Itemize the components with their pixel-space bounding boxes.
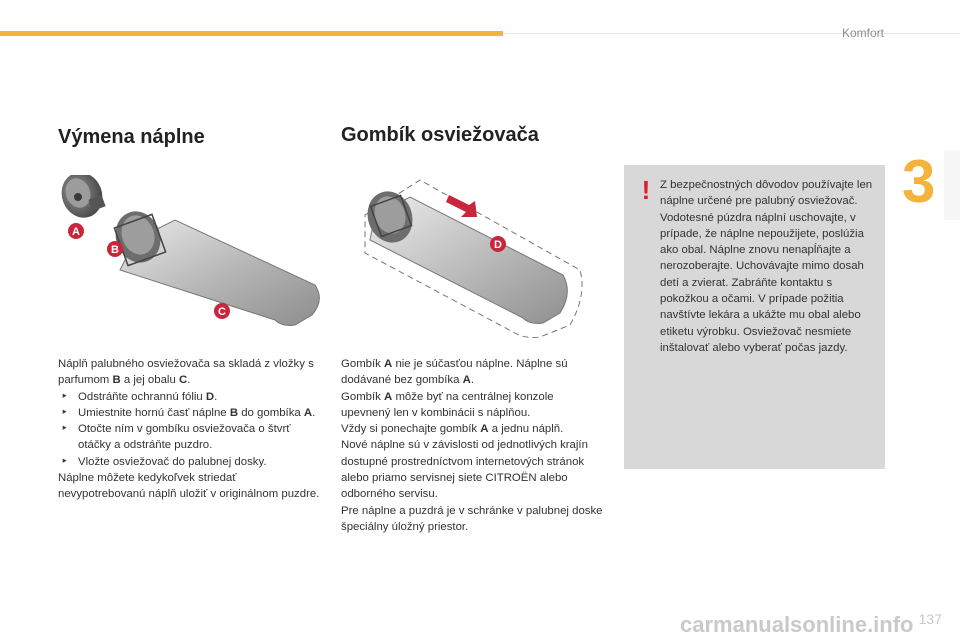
callout-b	[107, 241, 123, 257]
knob-paragraph: Gombík A môže byť na centrálnej konzole upevnený len v kombinácii s náplňou.	[341, 390, 554, 419]
refill-intro: Náplň palubného osviežovača sa skladá z vložky s parfumom B a jej obalu C.	[58, 358, 314, 387]
knob-paragraph: Nové náplne sú v závislosti od jednotlivých krajín dostupné prostredníctvom internetových stránok alebo priamo servisnej siete CITROËN alebo odborného servisu.	[341, 439, 588, 501]
callout-d	[490, 236, 506, 252]
warning-box	[624, 165, 885, 469]
knob-paragraph: Gombík A nie je súčasťou náplne. Náplne sú dodávané bez gombíka A.	[341, 358, 568, 387]
knob-description	[341, 356, 606, 535]
step-item: ‣ Vložte osviežovač do palubnej dosky.	[58, 454, 323, 470]
knob-paragraph: Pre náplne a puzdrá je v schránke v palubnej doske špeciálny úložný priestor.	[341, 504, 603, 533]
knob-paragraph: Vždy si ponechajte gombík A a jednu náplň.	[341, 423, 564, 436]
warning-text: Z bezpečnostných dôvodov používajte len náplne určené pre palubný osviežovač. Vodotesné púzdra náplní uschovajte, v prípade, že náplne nepoužijete, poslúžia ako obal. Náplne znovu nenapĺňajte a nerozoberajte. Uchovávajte mimo dosah detí a zvierat. Zabráňte kontaktu s pokožkou a očami. V prípade požitia navštívte lekára a ukážte mu obal alebo etiketu výrobku. Osviežovač nesmiete inštalovať alebo vyberať počas jazdy.	[660, 179, 873, 354]
step-item: ‣ Umiestnite hornú časť náplne B do gombíka A.	[58, 405, 323, 421]
chapter-number: 3	[902, 148, 936, 215]
step-item: ‣ Otočte ním v gombíku osviežovača o štvrť otáčky a odstráňte puzdro.	[58, 421, 323, 454]
chapter-tab	[944, 150, 960, 220]
refill-illustration	[50, 175, 325, 340]
section-name: Komfort	[841, 26, 884, 40]
page-number: 137	[918, 611, 942, 627]
refill-outro: Náplne môžete kedykoľvek striedať nevypotrebovanú náplň uložiť v originálnom puzdre.	[58, 472, 320, 501]
knob-title: Gombík osviežovača	[341, 124, 539, 146]
step-item: ‣ Odstráňte ochrannú fóliu D.	[58, 389, 323, 405]
svg-text:C: C	[218, 306, 226, 318]
svg-text:B: B	[111, 244, 119, 256]
exclamation-icon: !	[641, 175, 651, 205]
svg-text:D: D	[494, 239, 502, 251]
header-rule	[503, 33, 960, 34]
callout-a	[68, 223, 84, 239]
knob-illustration	[345, 175, 585, 340]
arrow-icon	[446, 195, 477, 217]
watermark: carmanualsonline.info	[680, 612, 914, 637]
refill-title: Výmena náplne	[58, 126, 205, 148]
knob	[55, 175, 108, 223]
header-accent-bar	[0, 31, 503, 36]
svg-text:A: A	[72, 226, 80, 238]
refill-instructions	[58, 356, 323, 503]
callout-c	[214, 303, 230, 319]
